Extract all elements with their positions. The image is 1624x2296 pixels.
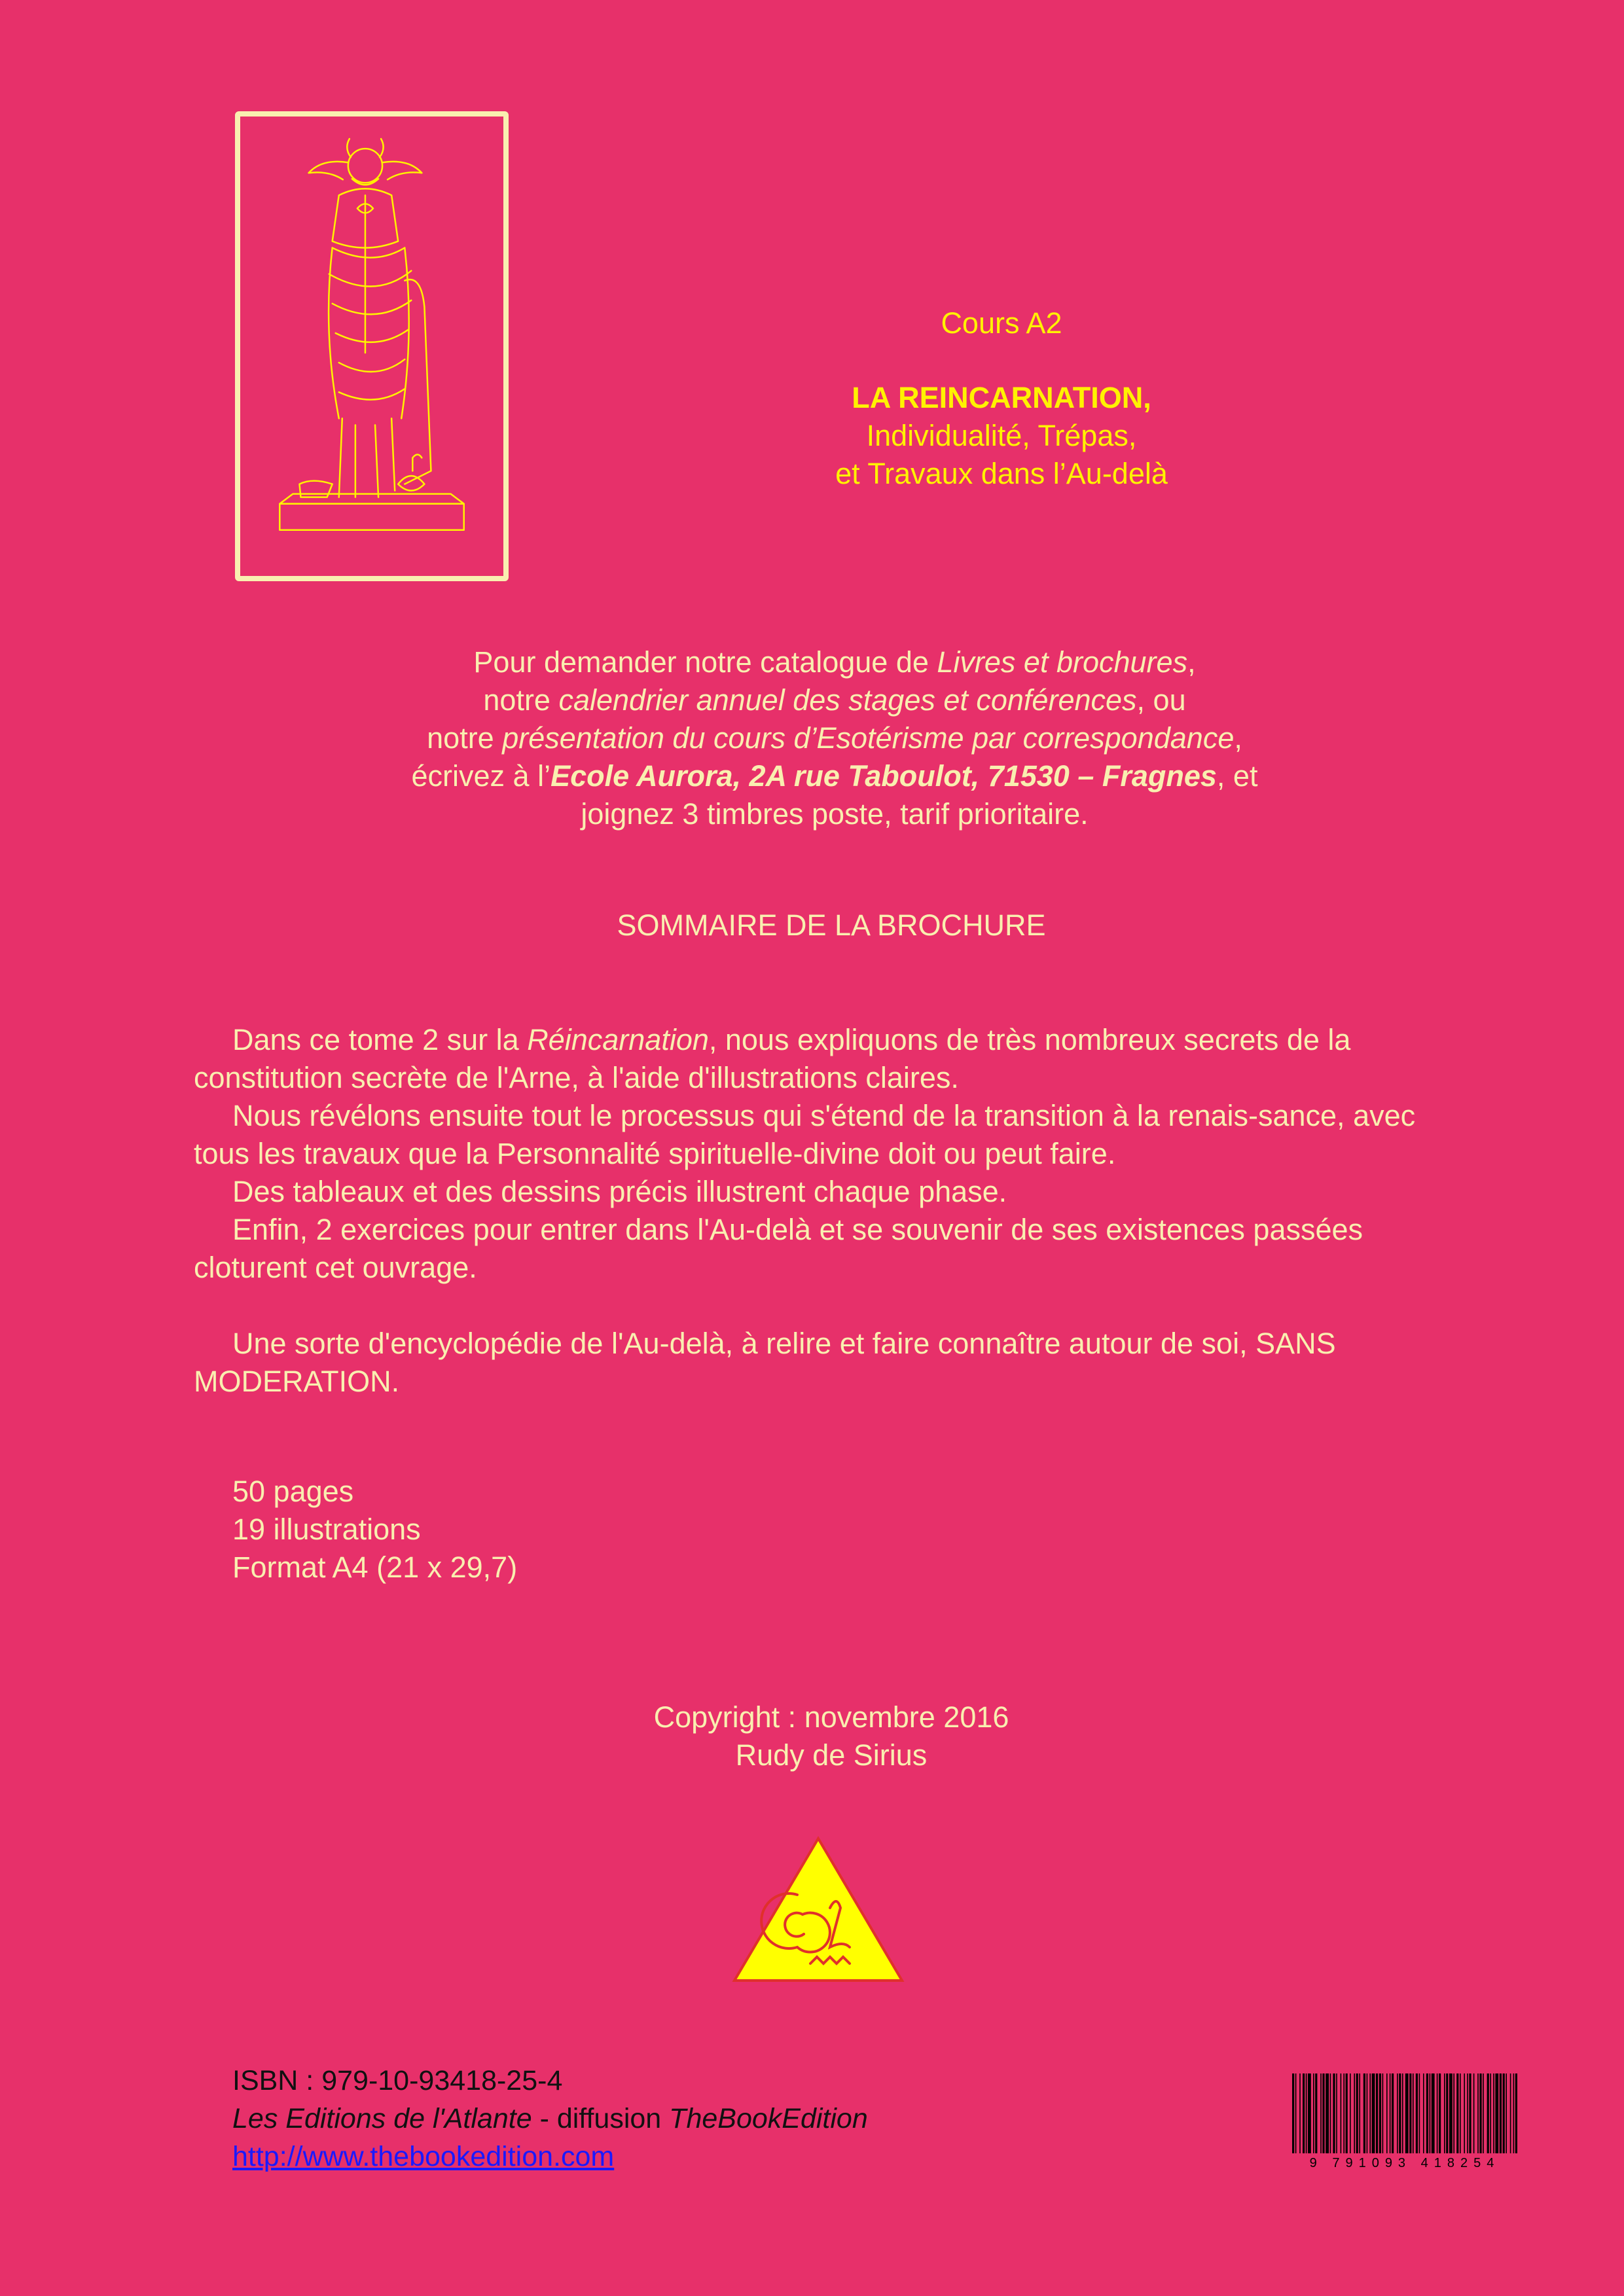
catalog-line-1	[262, 643, 1407, 681]
barcode	[1290, 2073, 1520, 2170]
catalog-text: notre	[427, 721, 503, 755]
barcode-bar	[1453, 2073, 1454, 2153]
catalog-line-4	[262, 757, 1407, 795]
course-title-block	[759, 304, 1244, 493]
summary-body	[194, 1021, 1437, 1401]
barcode-bar	[1483, 2073, 1484, 2153]
barcode-bar	[1330, 2073, 1331, 2153]
summary-paragraph: Nous révélons ensuite tout le processus qui s'étend de la transition à la renais-sance, avec tous les travaux que la Personnalité spirituelle-divine doit ou peut faire.	[194, 1099, 1416, 1170]
barcode-bar	[1479, 2073, 1481, 2153]
barcode-bar	[1469, 2073, 1471, 2153]
barcode-bar	[1413, 2073, 1414, 2153]
barcode-bar	[1346, 2073, 1348, 2153]
diffusion-label: - diffusion	[532, 2103, 670, 2134]
barcode-bar	[1320, 2073, 1322, 2153]
barcode-bar	[1397, 2073, 1398, 2153]
illustration-frame	[235, 111, 509, 581]
barcode-bar	[1495, 2073, 1498, 2153]
summary-paragraph: Enfin, 2 exercices pour entrer dans l'Au-delà et se souvenir de ses existences passées cloturent cet ouvrage.	[194, 1213, 1363, 1284]
course-code: Cours A2	[941, 306, 1062, 340]
website-link[interactable]: http://www.thebookedition.com	[232, 2141, 615, 2172]
barcode-bar	[1295, 2073, 1297, 2153]
school-address: Ecole Aurora, 2A rue Taboulot, 71530 – Fragnes	[550, 759, 1217, 793]
barcode-bar	[1423, 2073, 1424, 2153]
barcode-bar	[1439, 2073, 1441, 2153]
catalog-text: écrivez à l’	[411, 759, 551, 793]
barcode-bar	[1467, 2073, 1468, 2153]
barcode-bar	[1356, 2073, 1358, 2153]
catalog-text: ,	[1234, 721, 1242, 755]
barcode-bar	[1449, 2073, 1453, 2153]
barcode-bar	[1402, 2073, 1403, 2153]
barcode-bar	[1350, 2073, 1351, 2153]
barcode-bar	[1336, 2073, 1337, 2153]
catalog-text: , ou	[1136, 683, 1186, 717]
barcode-image	[1290, 2073, 1520, 2170]
barcode-bar	[1326, 2073, 1329, 2153]
course-subtitle-2: et Travaux dans l’Au-delà	[835, 457, 1168, 490]
catalog-text: Pour demander notre catalogue de	[473, 645, 937, 679]
barcode-bar	[1313, 2073, 1314, 2153]
barcode-bar	[1444, 2073, 1445, 2153]
barcode-bar	[1464, 2073, 1465, 2153]
catalog-text: ,	[1187, 645, 1196, 679]
spec-pages: 50 pages	[232, 1475, 354, 1508]
barcode-bar	[1430, 2073, 1431, 2153]
author-name: Rudy de Sirius	[735, 1738, 928, 1772]
catalog-emphasis: Livres et brochures	[937, 645, 1188, 679]
hermes-statue-illustration	[240, 117, 503, 576]
summary-emphasis: Réincarnation	[527, 1023, 709, 1056]
barcode-bar	[1432, 2073, 1435, 2153]
publisher-logo-icon	[732, 1836, 905, 1983]
catalog-request-paragraph	[262, 643, 1407, 833]
summary-paragraph	[194, 1021, 1437, 1097]
barcode-bar	[1487, 2073, 1489, 2153]
publisher-line	[232, 2100, 868, 2138]
distributor-name: TheBookEdition	[669, 2103, 868, 2134]
barcode-bar	[1333, 2073, 1335, 2153]
barcode-bar	[1392, 2073, 1394, 2153]
barcode-digits: 9 791093 418254	[1309, 2156, 1500, 2170]
barcode-bar	[1343, 2073, 1344, 2153]
barcode-bar	[1513, 2073, 1515, 2153]
barcode-bar	[1506, 2073, 1507, 2153]
barcode-bar	[1405, 2073, 1409, 2153]
catalog-line-2	[262, 681, 1407, 719]
course-subtitle-1: Individualité, Trépas,	[866, 419, 1137, 452]
brochure-specs	[232, 1473, 517, 1587]
barcode-bar	[1386, 2073, 1388, 2153]
barcode-bar	[1292, 2073, 1294, 2153]
summary-paragraph: Des tableaux et des dessins précis illustrent chaque phase.	[232, 1175, 1007, 1208]
catalog-line-5: joignez 3 timbres poste, tarif prioritaire.	[581, 797, 1089, 831]
isbn: ISBN : 979-10-93418-25-4	[232, 2065, 563, 2096]
barcode-bar	[1503, 2073, 1505, 2153]
summary-paragraph: Une sorte d'encyclopédie de l'Au-delà, à relire et faire connaître autour de soi, SANS MODERATION.	[194, 1327, 1336, 1398]
barcode-bar	[1510, 2073, 1511, 2153]
catalog-text: , et	[1216, 759, 1258, 793]
barcode-bar	[1382, 2073, 1384, 2153]
barcode-bar	[1437, 2073, 1438, 2153]
barcode-bar	[1426, 2073, 1428, 2153]
barcode-bar	[1460, 2073, 1461, 2153]
barcode-bar	[1419, 2073, 1420, 2153]
barcode-bar	[1376, 2073, 1378, 2153]
barcode-bar	[1399, 2073, 1401, 2153]
barcode-bar	[1390, 2073, 1391, 2153]
summary-text: Dans ce tome 2 sur la	[232, 1023, 528, 1056]
barcode-bar	[1367, 2073, 1368, 2153]
summary-text: , nous expliquons de très nombreux secrets de la constitution secrète de l'Arne, à l'aide d'illustrations claires.	[194, 1023, 1351, 1094]
summary-heading: SOMMAIRE DE LA BROCHURE	[617, 908, 1046, 942]
barcode-bar	[1500, 2073, 1502, 2153]
barcode-bar	[1315, 2073, 1317, 2153]
copyright-block	[563, 1698, 1100, 1774]
barcode-bar	[1409, 2073, 1411, 2153]
copyright-date: Copyright : novembre 2016	[653, 1700, 1009, 1734]
barcode-bar	[1308, 2073, 1311, 2153]
barcode-bar	[1490, 2073, 1491, 2153]
barcode-bar	[1322, 2073, 1324, 2153]
barcode-bar	[1446, 2073, 1448, 2153]
barcode-bar	[1306, 2073, 1307, 2153]
barcode-bar	[1379, 2073, 1381, 2153]
publication-footer	[232, 2062, 868, 2176]
barcode-bar	[1303, 2073, 1305, 2153]
spec-format: Format A4 (21 x 29,7)	[232, 1551, 518, 1584]
barcode-bar	[1473, 2073, 1475, 2153]
barcode-bar	[1369, 2073, 1371, 2153]
catalog-line-3	[262, 719, 1407, 757]
catalog-text: notre	[483, 683, 559, 717]
barcode-bar	[1354, 2073, 1355, 2153]
publisher-name: Les Editions de l'Atlante	[232, 2103, 532, 2134]
barcode-bar	[1477, 2073, 1479, 2153]
barcode-bar	[1456, 2073, 1458, 2153]
spec-illustrations: 19 illustrations	[232, 1513, 421, 1546]
barcode-bar	[1372, 2073, 1375, 2153]
catalog-emphasis: présentation du cours d’Esotérisme par correspondance	[502, 721, 1235, 755]
barcode-bar	[1299, 2073, 1301, 2153]
course-title: LA REINCARNATION,	[852, 381, 1151, 414]
barcode-bar	[1493, 2073, 1494, 2153]
barcode-bar	[1363, 2073, 1365, 2153]
barcode-bar	[1515, 2073, 1517, 2153]
catalog-emphasis: calendrier annuel des stages et conférences	[558, 683, 1137, 717]
barcode-bar	[1359, 2073, 1360, 2153]
barcode-bar	[1341, 2073, 1342, 2153]
barcode-bar	[1416, 2073, 1418, 2153]
